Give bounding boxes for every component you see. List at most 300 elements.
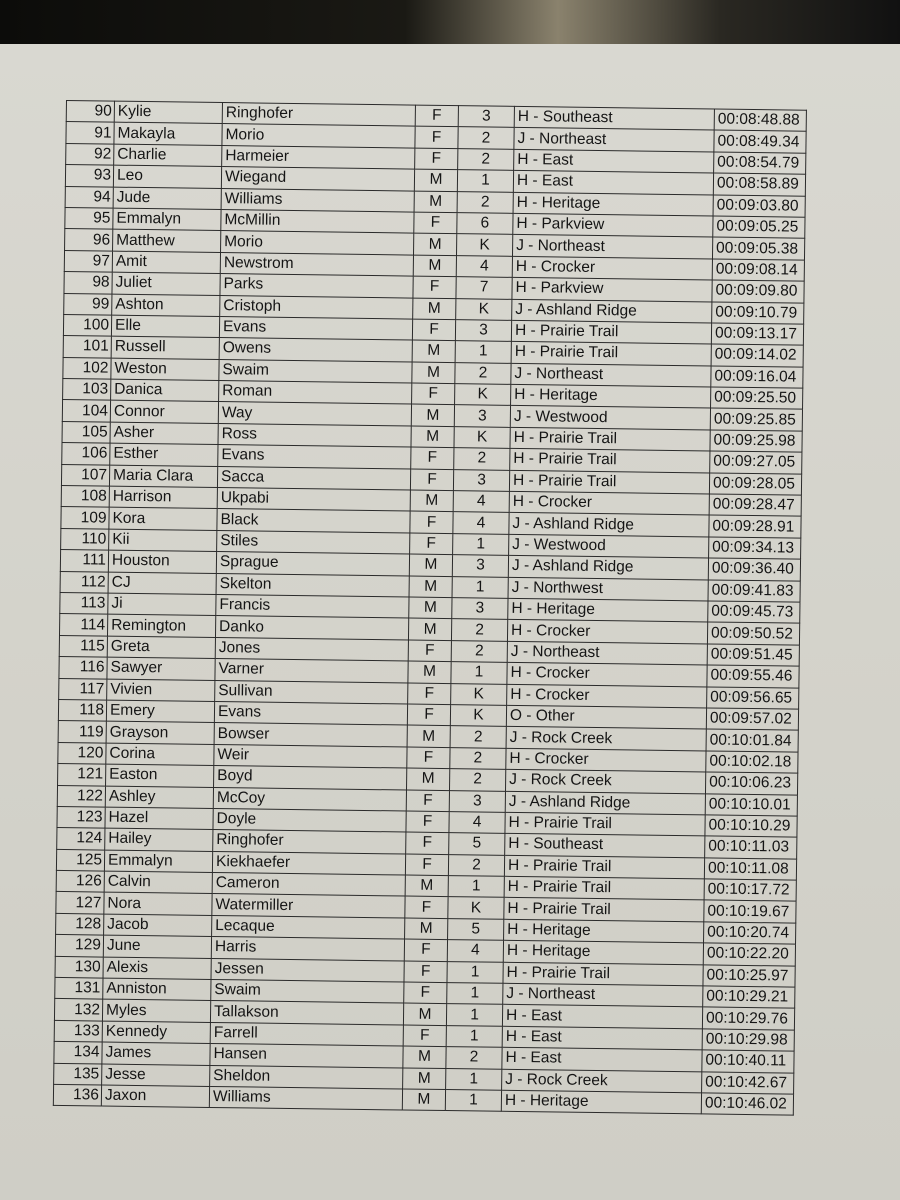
grade-cell: 2 (451, 640, 507, 662)
place-cell: 105 (62, 421, 110, 443)
school-cell: H - East (502, 1026, 702, 1050)
gender-cell: M (403, 1068, 446, 1090)
gender-cell: M (409, 554, 452, 576)
grade-cell: K (454, 426, 510, 448)
last-name-cell: Weir (214, 744, 407, 768)
school-cell: H - Prairie Trail (504, 876, 704, 900)
place-cell: 125 (56, 849, 104, 871)
grade-cell: 1 (451, 662, 507, 684)
last-name-cell: Way (218, 402, 411, 426)
place-cell: 128 (56, 913, 104, 935)
school-cell: H - Prairie Trail (509, 470, 709, 494)
school-cell: J - Northeast (514, 128, 714, 152)
last-name-cell: Parks (220, 274, 413, 298)
grade-cell: K (456, 298, 512, 320)
place-cell: 121 (58, 764, 106, 786)
last-name-cell: Morio (221, 231, 414, 255)
last-name-cell: Skelton (216, 573, 409, 597)
time-cell: 00:10:20.74 (704, 922, 796, 945)
first-name-cell: Kora (109, 508, 217, 531)
last-name-cell: Sprague (216, 552, 409, 576)
last-name-cell: Francis (216, 594, 409, 618)
gender-cell: F (408, 640, 451, 662)
time-cell: 00:09:28.05 (709, 473, 801, 496)
first-name-cell: Emery (106, 700, 214, 723)
gender-cell: F (410, 533, 453, 555)
grade-cell: 2 (458, 148, 514, 170)
last-name-cell: Boyd (214, 766, 407, 790)
gender-cell: M (403, 1003, 446, 1025)
last-name-cell: Morio (222, 124, 415, 148)
place-cell: 111 (60, 550, 108, 572)
grade-cell: 3 (452, 555, 508, 577)
first-name-cell: Hazel (105, 807, 213, 830)
gender-cell: F (404, 961, 447, 983)
last-name-cell: Ross (218, 423, 411, 447)
gender-cell: M (414, 169, 457, 191)
place-cell: 91 (66, 122, 114, 144)
school-cell: H - Southeast (505, 834, 705, 858)
place-cell: 118 (58, 699, 106, 721)
last-name-cell: Owens (219, 338, 412, 362)
place-cell: 99 (64, 293, 112, 315)
grade-cell: 2 (458, 127, 514, 149)
school-cell: H - Heritage (511, 384, 711, 408)
place-cell: 116 (59, 657, 107, 679)
place-cell: 126 (56, 871, 104, 893)
first-name-cell: Harrison (109, 486, 217, 509)
first-name-cell: CJ (108, 572, 216, 595)
last-name-cell: Harmeier (222, 145, 415, 169)
first-name-cell: Easton (106, 764, 214, 787)
grade-cell: 2 (454, 448, 510, 470)
time-cell: 00:09:45.73 (708, 601, 800, 624)
place-cell: 136 (53, 1084, 101, 1106)
time-cell: 00:09:09.80 (712, 280, 804, 303)
first-name-cell: Juliet (112, 272, 220, 295)
place-cell: 107 (61, 464, 109, 486)
gender-cell: M (414, 191, 457, 213)
school-cell: J - Rock Creek (502, 1069, 702, 1093)
gender-cell: F (410, 511, 453, 533)
last-name-cell: Ukpabi (217, 488, 410, 512)
grade-cell: 2 (455, 362, 511, 384)
gender-cell: F (412, 383, 455, 405)
grade-cell: 3 (454, 405, 510, 427)
time-cell: 00:09:05.38 (712, 237, 804, 260)
school-cell: J - Rock Creek (506, 727, 706, 751)
school-cell: H - East (502, 1005, 702, 1029)
grade-cell: 1 (446, 1068, 502, 1090)
place-cell: 113 (60, 592, 108, 614)
time-cell: 00:08:54.79 (714, 152, 806, 175)
time-cell: 00:08:48.88 (714, 109, 806, 132)
first-name-cell: Greta (107, 636, 215, 659)
gender-cell: F (406, 811, 449, 833)
place-cell: 112 (60, 571, 108, 593)
grade-cell: 6 (457, 213, 513, 235)
time-cell: 00:09:28.91 (709, 515, 801, 538)
school-cell: H - Heritage (503, 941, 703, 965)
gender-cell: M (409, 597, 452, 619)
grade-cell: 3 (453, 469, 509, 491)
gender-cell: F (414, 212, 457, 234)
first-name-cell: Amit (112, 251, 220, 274)
grade-cell: 7 (456, 277, 512, 299)
place-cell: 122 (57, 785, 105, 807)
school-cell: H - Heritage (513, 192, 713, 216)
place-cell: 90 (66, 101, 114, 123)
gender-cell: M (407, 768, 450, 790)
school-cell: J - Westwood (510, 406, 710, 430)
gender-cell: F (413, 276, 456, 298)
time-cell: 00:09:05.25 (713, 216, 805, 239)
place-cell: 103 (63, 379, 111, 401)
grade-cell: K (450, 705, 506, 727)
place-cell: 97 (64, 250, 112, 272)
time-cell: 00:09:03.80 (713, 195, 805, 218)
school-cell: J - Northeast (507, 641, 707, 665)
grade-cell: 1 (455, 341, 511, 363)
first-name-cell: Hailey (105, 828, 213, 851)
first-name-cell: Anniston (103, 978, 211, 1001)
time-cell: 00:08:49.34 (714, 130, 806, 153)
grade-cell: 1 (447, 961, 503, 983)
grade-cell: 4 (456, 255, 512, 277)
gender-cell: M (408, 661, 451, 683)
first-name-cell: Makayla (114, 123, 222, 146)
gender-cell: F (407, 747, 450, 769)
grade-cell: 5 (448, 918, 504, 940)
gender-cell: M (413, 255, 456, 277)
school-cell: J - Northwest (508, 577, 708, 601)
time-cell: 00:10:01.84 (706, 729, 798, 752)
gender-cell: M (410, 490, 453, 512)
last-name-cell: Varner (215, 659, 408, 683)
time-cell: 00:09:41.83 (708, 580, 800, 603)
school-cell: H - Heritage (504, 919, 704, 943)
last-name-cell: Williams (209, 1086, 402, 1110)
first-name-cell: Calvin (104, 871, 212, 894)
grade-cell: 1 (445, 1090, 501, 1112)
last-name-cell: Jones (215, 637, 408, 661)
last-name-cell: Evans (219, 316, 412, 340)
last-name-cell: Swaim (211, 979, 404, 1003)
place-cell: 109 (61, 507, 109, 529)
school-cell: H - Crocker (512, 256, 712, 280)
gender-cell: F (412, 319, 455, 341)
place-cell: 131 (55, 977, 103, 999)
place-cell: 124 (57, 828, 105, 850)
school-cell: O - Other (506, 705, 706, 729)
gender-cell: M (408, 618, 451, 640)
first-name-cell: Ji (108, 593, 216, 616)
place-cell: 114 (59, 614, 107, 636)
time-cell: 00:09:25.50 (711, 387, 803, 410)
gender-cell: F (415, 126, 458, 148)
time-cell: 00:09:28.47 (709, 494, 801, 517)
gender-cell: F (410, 469, 453, 491)
gender-cell: F (411, 447, 454, 469)
grade-cell: 2 (451, 619, 507, 641)
grade-cell: 3 (452, 598, 508, 620)
school-cell: H - Prairie Trail (503, 962, 703, 986)
place-cell: 96 (65, 229, 113, 251)
grade-cell: 2 (450, 747, 506, 769)
time-cell: 00:09:25.98 (710, 430, 802, 453)
time-cell: 00:10:29.76 (702, 1007, 794, 1030)
first-name-cell: Esther (110, 443, 218, 466)
gender-cell: M (411, 426, 454, 448)
time-cell: 00:09:27.05 (710, 451, 802, 474)
last-name-cell: Doyle (213, 808, 406, 832)
last-name-cell: Lecaque (212, 915, 405, 939)
place-cell: 134 (54, 1042, 102, 1064)
place-cell: 117 (59, 678, 107, 700)
grade-cell: 4 (449, 811, 505, 833)
gender-cell: F (405, 896, 448, 918)
gender-cell: M (412, 340, 455, 362)
first-name-cell: Connor (110, 401, 218, 424)
place-cell: 98 (64, 272, 112, 294)
last-name-cell: Evans (214, 701, 407, 725)
grade-cell: 2 (450, 726, 506, 748)
time-cell: 00:09:51.45 (707, 644, 799, 667)
last-name-cell: Newstrom (220, 252, 413, 276)
time-cell: 00:10:25.97 (703, 965, 795, 988)
time-cell: 00:09:57.02 (706, 708, 798, 731)
time-cell: 00:09:50.52 (707, 622, 799, 645)
first-name-cell: Nora (104, 893, 212, 916)
gender-cell: F (408, 683, 451, 705)
last-name-cell: Roman (219, 381, 412, 405)
school-cell: J - Ashland Ridge (512, 299, 712, 323)
school-cell: J - Ashland Ridge (509, 513, 709, 537)
place-cell: 93 (65, 165, 113, 187)
school-cell: J - Rock Creek (505, 769, 705, 793)
last-name-cell: Watermiller (212, 894, 405, 918)
school-cell: H - East (513, 171, 713, 195)
school-cell: H - Prairie Trail (504, 855, 704, 879)
grade-cell: K (456, 234, 512, 256)
last-name-cell: Sheldon (210, 1065, 403, 1089)
place-cell: 92 (66, 143, 114, 165)
last-name-cell: Farrell (210, 1022, 403, 1046)
school-cell: H - Prairie Trail (511, 320, 711, 344)
gender-cell: F (404, 939, 447, 961)
time-cell: 00:10:19.67 (704, 900, 796, 923)
school-cell: H - Prairie Trail (510, 427, 710, 451)
last-name-cell: Jessen (211, 958, 404, 982)
grade-cell: 2 (446, 1047, 502, 1069)
last-name-cell: Williams (221, 188, 414, 212)
grade-cell: 1 (447, 983, 503, 1005)
time-cell: 00:10:29.98 (702, 1029, 794, 1052)
school-cell: J - Northeast (512, 235, 712, 259)
first-name-cell: Kylie (114, 101, 222, 124)
place-cell: 108 (61, 486, 109, 508)
first-name-cell: Maria Clara (109, 465, 217, 488)
first-name-cell: Alexis (103, 957, 211, 980)
place-cell: 106 (62, 443, 110, 465)
first-name-cell: Asher (110, 422, 218, 445)
school-cell: H - Crocker (507, 684, 707, 708)
school-cell: H - Prairie Trail (510, 449, 710, 473)
time-cell: 00:10:22.20 (703, 943, 795, 966)
first-name-cell: Kii (109, 529, 217, 552)
school-cell: H - East (514, 149, 714, 173)
time-cell: 00:09:36.40 (708, 558, 800, 581)
time-cell: 00:08:58.89 (713, 173, 805, 196)
first-name-cell: Vivien (107, 679, 215, 702)
first-name-cell: Russell (111, 336, 219, 359)
last-name-cell: Swaim (219, 359, 412, 383)
school-cell: H - East (502, 1047, 702, 1071)
grade-cell: 5 (449, 833, 505, 855)
school-cell: H - Prairie Trail (504, 898, 704, 922)
gender-cell: F (415, 105, 458, 127)
school-cell: H - Parkview (512, 277, 712, 301)
gender-cell: F (406, 832, 449, 854)
first-name-cell: Remington (107, 614, 215, 637)
grade-cell: 1 (453, 533, 509, 555)
first-name-cell: Houston (108, 550, 216, 573)
last-name-cell: Cristoph (220, 295, 413, 319)
grade-cell: 3 (449, 790, 505, 812)
school-cell: H - Prairie Trail (505, 812, 705, 836)
last-name-cell: Sacca (217, 466, 410, 490)
first-name-cell: June (103, 935, 211, 958)
race-results-table (53, 100, 807, 1116)
grade-cell: K (455, 384, 511, 406)
last-name-cell: Kiekhaefer (212, 851, 405, 875)
gender-cell: F (403, 1025, 446, 1047)
gender-cell: F (406, 790, 449, 812)
grade-cell: 3 (458, 106, 514, 128)
last-name-cell: Hansen (210, 1044, 403, 1068)
grade-cell: 2 (457, 191, 513, 213)
school-cell: H - Crocker (509, 491, 709, 515)
first-name-cell: Corina (106, 743, 214, 766)
place-cell: 95 (65, 207, 113, 229)
gender-cell: M (407, 725, 450, 747)
time-cell: 00:10:29.21 (703, 986, 795, 1009)
gender-cell: M (405, 875, 448, 897)
place-cell: 104 (62, 400, 110, 422)
gender-cell: M (405, 918, 448, 940)
time-cell: 00:09:13.17 (711, 323, 803, 346)
place-cell: 100 (63, 314, 111, 336)
school-cell: J - Westwood (509, 534, 709, 558)
results-table-body (53, 101, 806, 1116)
place-cell: 123 (57, 806, 105, 828)
school-cell: H - Parkview (513, 213, 713, 237)
last-name-cell: Ringhofer (213, 830, 406, 854)
gender-cell: M (411, 405, 454, 427)
first-name-cell: Jude (113, 187, 221, 210)
last-name-cell: Harris (211, 937, 404, 961)
time-cell: 00:09:25.85 (710, 408, 802, 431)
time-cell: 00:09:56.65 (707, 686, 799, 709)
first-name-cell: Leo (113, 165, 221, 188)
first-name-cell: Matthew (113, 229, 221, 252)
grade-cell: 3 (455, 320, 511, 342)
place-cell: 135 (54, 1063, 102, 1085)
gender-cell: M (412, 362, 455, 384)
results-table-container (53, 100, 806, 1116)
gender-cell: F (415, 148, 458, 170)
place-cell: 130 (55, 956, 103, 978)
place-cell: 101 (63, 336, 111, 358)
first-name-cell: Ashley (105, 786, 213, 809)
time-cell: 00:09:55.46 (707, 665, 799, 688)
last-name-cell: Wiegand (221, 167, 414, 191)
place-cell: 115 (59, 635, 107, 657)
first-name-cell: Emmalyn (104, 850, 212, 873)
place-cell: 94 (65, 186, 113, 208)
grade-cell: 1 (446, 1025, 502, 1047)
school-cell: H - Prairie Trail (511, 342, 711, 366)
time-cell: 00:10:02.18 (706, 751, 798, 774)
gender-cell: M (414, 233, 457, 255)
place-cell: 110 (61, 528, 109, 550)
school-cell: H - Crocker (506, 748, 706, 772)
time-cell: 00:10:17.72 (704, 879, 796, 902)
first-name-cell: Jesse (102, 1064, 210, 1087)
time-cell: 00:09:34.13 (709, 537, 801, 560)
last-name-cell: McCoy (213, 787, 406, 811)
first-name-cell: Charlie (114, 144, 222, 167)
place-cell: 119 (58, 721, 106, 743)
first-name-cell: Elle (111, 315, 219, 338)
first-name-cell: Danica (111, 379, 219, 402)
time-cell: 00:10:11.03 (705, 836, 797, 859)
time-cell: 00:10:10.01 (705, 793, 797, 816)
last-name-cell: Danko (215, 616, 408, 640)
grade-cell: 1 (452, 576, 508, 598)
time-cell: 00:10:42.67 (702, 1071, 794, 1094)
time-cell: 00:10:10.29 (705, 815, 797, 838)
place-cell: 133 (54, 1020, 102, 1042)
grade-cell: 2 (450, 769, 506, 791)
time-cell: 00:10:40.11 (702, 1050, 794, 1073)
grade-cell: 1 (446, 1004, 502, 1026)
gender-cell: M (413, 298, 456, 320)
first-name-cell: Myles (102, 999, 210, 1022)
first-name-cell: James (102, 1042, 210, 1065)
last-name-cell: Ringhofer (222, 103, 415, 127)
place-cell: 132 (54, 999, 102, 1021)
school-cell: H - Crocker (507, 620, 707, 644)
time-cell: 00:10:46.02 (701, 1093, 793, 1116)
first-name-cell: Kennedy (102, 1021, 210, 1044)
first-name-cell: Jaxon (101, 1085, 209, 1108)
first-name-cell: Ashton (112, 294, 220, 317)
time-cell: 00:09:10.79 (712, 301, 804, 324)
grade-cell: K (448, 897, 504, 919)
place-cell: 102 (63, 357, 111, 379)
gender-cell: M (402, 1089, 445, 1111)
grade-cell: 2 (448, 854, 504, 876)
place-cell: 129 (55, 935, 103, 957)
last-name-cell: Tallakson (210, 1001, 403, 1025)
last-name-cell: Sullivan (215, 680, 408, 704)
grade-cell: 4 (447, 940, 503, 962)
place-cell: 120 (58, 742, 106, 764)
last-name-cell: Evans (218, 445, 411, 469)
grade-cell: 4 (453, 491, 509, 513)
last-name-cell: Black (217, 509, 410, 533)
